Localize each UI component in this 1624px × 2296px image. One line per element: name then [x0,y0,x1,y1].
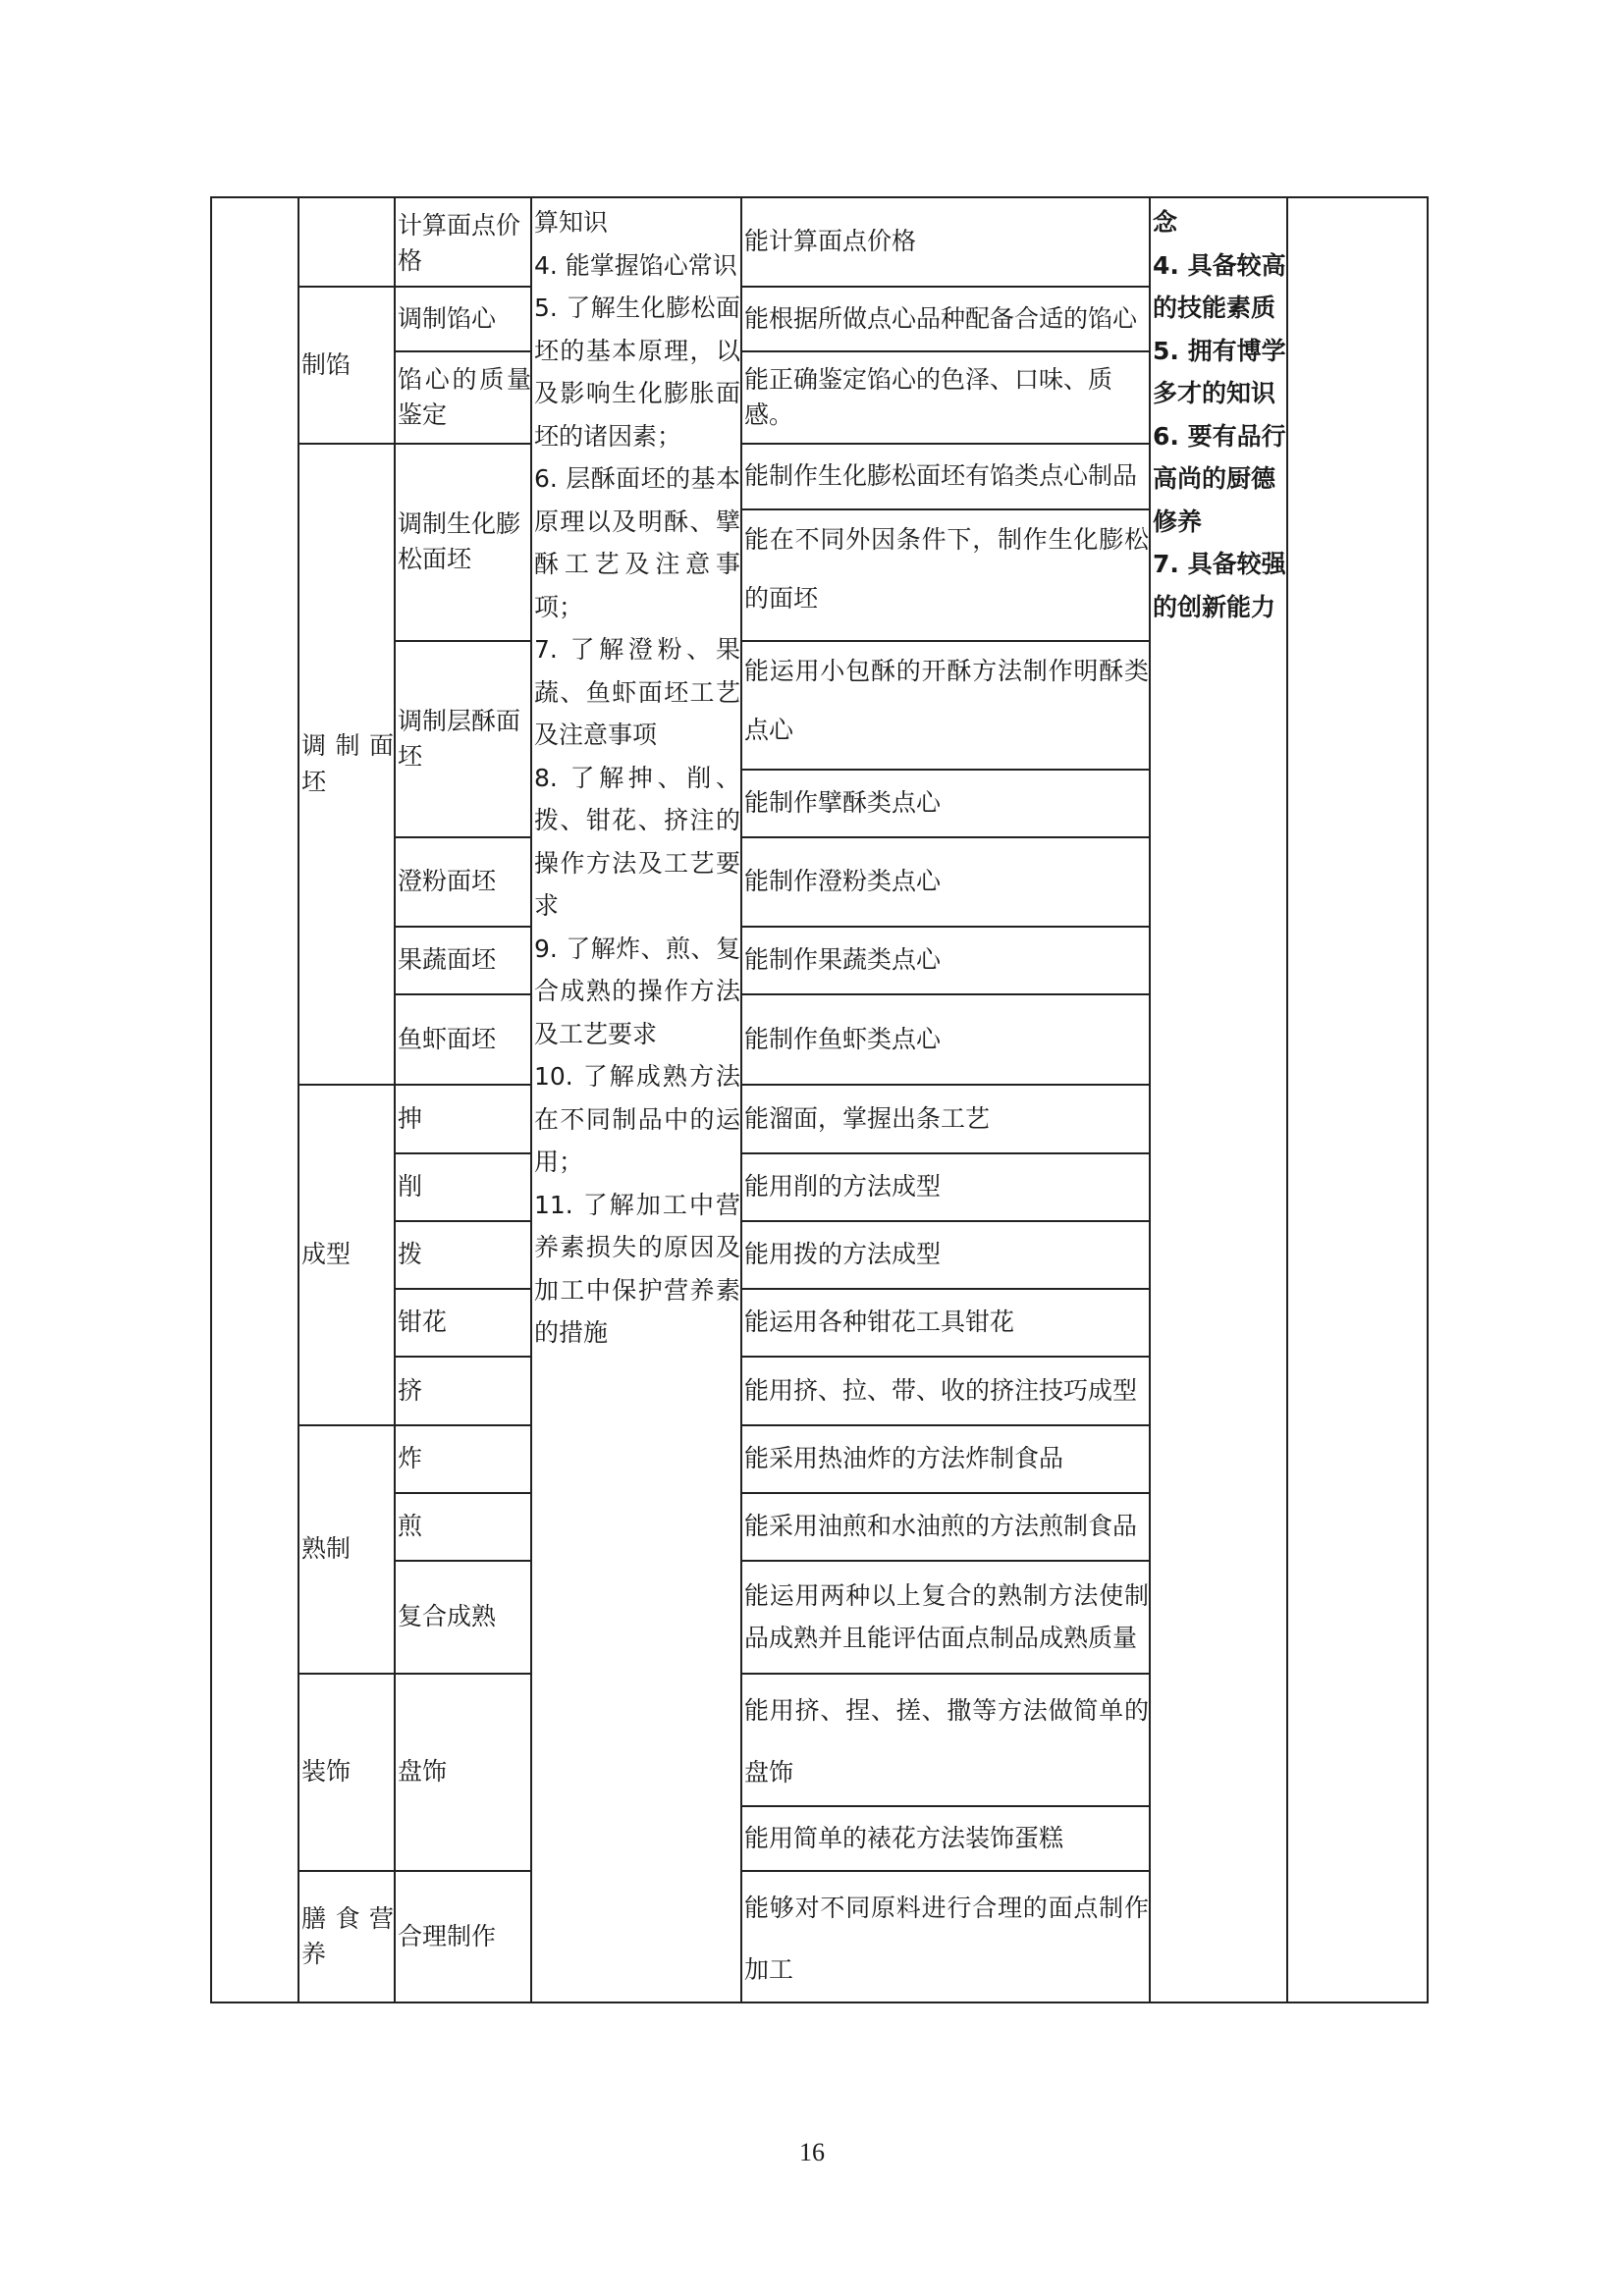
skill-label: 能运用各种钳花工具钳花 [744,1308,1015,1337]
item-cell [398,1872,531,2002]
skill-label: 能用挤、捏、搓、撒等方法做简单的盘饰 [744,1696,1149,1787]
skill-cell [744,1086,1149,1152]
item-cell [398,995,531,1084]
category-label: 制馅 [301,349,352,379]
skill-cell [744,1290,1149,1356]
skill-cell [744,1878,1149,2002]
skill-cell [744,642,1149,769]
item-label: 钳花 [398,1308,448,1337]
skill-label: 能制作果蔬类点心 [744,945,942,975]
item-cell [398,1426,531,1492]
skill-label: 能用挤、拉、带、收的挤注技巧成型 [744,1375,1138,1405]
skill-label: 能用削的方法成型 [744,1172,942,1201]
quality-text: 念 4. 具备较高的技能素质 5. 拥有博学多才的知识 6. 要有品行高尚的厨德修养 7. 具备较强的创新能力 [1153,208,1286,621]
item-label: 拨 [398,1240,423,1269]
category-label: 熟制 [301,1534,352,1564]
category-cell [301,1675,394,1870]
skill-cell [744,1154,1149,1220]
skill-cell [744,352,1149,443]
item-label: 复合成熟 [398,1602,497,1631]
skill-label: 能计算面点价格 [744,227,917,256]
item-cell [398,838,531,926]
skill-label: 能正确鉴定馅心的色泽、口味、质感。 [744,364,1113,429]
item-label: 煎 [398,1512,423,1541]
skill-label: 能用拨的方法成型 [744,1240,942,1269]
category-cell [301,1426,394,1673]
item-label: 调制生化膨松面坯 [398,509,521,574]
item-label: 挤 [398,1375,423,1405]
category-cell [301,1872,394,2002]
skill-cell [744,1807,1149,1870]
skill-cell [744,1358,1149,1424]
skill-cell [744,510,1149,640]
item-cell [398,642,531,836]
skill-label: 能制作擘酥类点心 [744,788,942,818]
item-label: 抻 [398,1103,423,1133]
item-cell [398,1086,531,1152]
item-label: 削 [398,1172,423,1201]
item-cell [398,1154,531,1220]
knowledge-text: 算知识 4. 能掌握馅心常识 5. 了解生化膨松面坯的基本原理，以及影响生化膨胀面坯的诸因素； 6. 层酥面坯的基本原理以及明酥、擘酥工艺及注意事项； 7. 了解澄粉、果蔬、鱼虾面坯工艺及注意事项 8. 了解抻、削、拨、钳花、挤注的操作方法及工艺要求 9. 了解炸、煎、复合成熟的操作方法及工艺要求 10. 了解成熟方法在不同制品中的运用； 11. 了解加工中营养素损失的原因及加工中保护营养素的措施 [534,208,740,1347]
skill-label: 能溜面，掌握出条工艺 [744,1103,991,1133]
item-cell [398,352,531,443]
skill-cell [744,198,1149,286]
skill-label: 能运用两种以上复合的熟制方法使制品成熟并且能评估面点制品成熟质量 [744,1581,1149,1652]
item-label: 澄粉面坯 [398,867,497,896]
category-cell [301,445,394,1084]
category-label: 成型 [301,1240,352,1269]
item-label: 鱼虾面坯 [398,1024,497,1053]
category-cell [301,288,394,443]
skill-label: 能制作澄粉类点心 [744,867,942,896]
item-cell [398,1675,531,1870]
item-cell [398,1358,531,1424]
category-cell [301,1086,394,1424]
item-cell [398,507,531,595]
item-label: 果蔬面坯 [398,945,497,975]
skill-cell [744,445,1149,508]
skill-label: 能运用小包酥的开酥方法制作明酥类点心 [744,657,1149,744]
skill-label: 能采用油煎和水油煎的方法煎制食品 [744,1512,1138,1541]
skill-cell [744,1494,1149,1560]
category-label: 装饰 [301,1757,352,1787]
item-label: 调制层酥面坯 [398,706,521,771]
skill-label: 能够对不同原料进行合理的面点制作加工 [744,1894,1149,1984]
item-cell [398,1494,531,1560]
skill-cell [744,288,1149,350]
skill-label: 能制作生化膨松面坯有馅类点心制品 [744,461,1138,491]
item-label: 炸 [398,1444,423,1473]
skill-cell [744,995,1149,1084]
skill-cell [744,771,1149,836]
skill-label: 能根据所做点心品种配备合适的馅心 [744,303,1138,333]
item-cell [398,1562,531,1673]
skill-cell [744,1562,1149,1673]
item-cell [398,1290,531,1356]
skill-cell [744,928,1149,993]
category-label: 膳食营养 [301,1903,394,1968]
skill-label: 能在不同外因条件下，制作生化膨松的面坯 [744,525,1149,613]
item-label: 合理制作 [398,1921,497,1950]
item-cell [398,208,531,285]
skill-cell [744,1426,1149,1492]
skill-cell [744,838,1149,926]
item-cell [398,1222,531,1288]
item-cell [398,928,531,993]
skill-cell [744,1222,1149,1288]
item-label: 调制馅心 [398,303,497,333]
item-label: 计算面点价格 [398,211,521,276]
item-cell [398,288,531,350]
category-label: 调制面坯 [301,731,394,796]
skill-label: 能采用热油炸的方法炸制食品 [744,1444,1064,1473]
skill-label: 能制作鱼虾类点心 [744,1024,942,1053]
page-number: 16 [799,2138,825,2166]
item-label: 馅心的质量鉴定 [398,364,531,429]
item-label: 盘饰 [398,1757,448,1787]
skill-cell [744,1681,1149,1805]
skill-label: 能用简单的裱花方法装饰蛋糕 [744,1823,1064,1852]
